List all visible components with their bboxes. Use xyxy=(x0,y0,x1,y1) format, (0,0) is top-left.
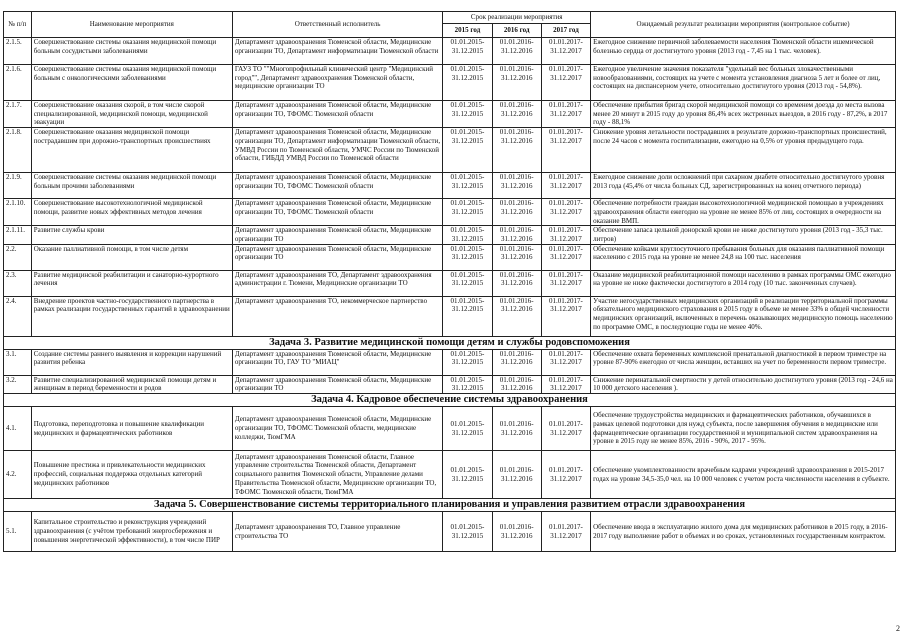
period-2016: 01.01.2016-31.12.2016 xyxy=(492,407,541,451)
period-2015: 01.01.2015-31.12.2015 xyxy=(443,375,492,393)
section-task-3 xyxy=(4,336,896,349)
measure-name: Подготовка, переподготовка и повышение квалификации медицинских и фармацевтических работников xyxy=(31,407,232,451)
table-row xyxy=(4,101,896,128)
header-num: № п/п xyxy=(4,12,32,38)
measures-table xyxy=(3,11,896,552)
table-row xyxy=(4,173,896,199)
measure-name: Оказание паллиативной помощи, в том числе детям xyxy=(31,244,232,270)
responsible-executor: Департамент здравоохранения ТО, Департамент здравоохранения администрации г. Тюмени, Медицинские организации ТО xyxy=(232,270,442,296)
measure-name: Совершенствование оказания скорой, в том числе скорой специализированной, медицинской помощи, медицинской эвакуации xyxy=(31,101,232,128)
period-2016: 01.01.2016-31.12.2016 xyxy=(492,226,541,244)
period-2017: 01.01.2017-31.12.2017 xyxy=(541,244,590,270)
table-row xyxy=(4,226,896,244)
period-2015: 01.01.2015-31.12.2015 xyxy=(443,407,492,451)
section-task-4-rows xyxy=(4,407,896,499)
responsible-executor: Департамент здравоохранения ТО, некоммерческое партнерство xyxy=(232,296,442,336)
period-2016: 01.01.2016-31.12.2016 xyxy=(492,270,541,296)
period-2017: 01.01.2017-31.12.2017 xyxy=(541,451,590,499)
expected-result: Обеспечение потребности граждан высокотехнологичной медицинской помощью в учреждениях здравоохранения области ежегодно на уровне не менее 85% от лиц, состоящих в очередности на оказание ВМП. xyxy=(591,199,896,226)
responsible-executor: Департамент здравоохранения Тюменской области, Медицинские организации ТО, Департамент информатизации Тюменской области, УМВД России по Тюменской области, УМЧС России по Тюменской области, ГИБДД УМВД России по Тюменской области xyxy=(232,128,442,173)
row-number: 2.2. xyxy=(4,244,32,270)
expected-result: Ежегодное снижение первичной заболеваемости населения Тюменской области ишемической болезнью сердца от достигнутого уровня (2013 год - 7,45 на 1 тыс. человек). xyxy=(591,38,896,65)
section-task-4 xyxy=(4,394,896,407)
row-number: 3.2. xyxy=(4,375,32,393)
period-2015: 01.01.2015-31.12.2015 xyxy=(443,226,492,244)
measure-name: Внедрение проектов частно-государственного партнерства в рамках реализации государственных гарантий в здравоохранении xyxy=(31,296,232,336)
period-2017: 01.01.2017-31.12.2017 xyxy=(541,296,590,336)
period-2017: 01.01.2017-31.12.2017 xyxy=(541,349,590,375)
expected-result: Ежегодное снижение доли осложнений при сахарном диабете относительно достигнутого уровня 2013 года (45,4% от числа больных СД, зарегистрированных на конец отчетного периода) xyxy=(591,173,896,199)
table-header xyxy=(4,12,896,38)
row-number: 2.3. xyxy=(4,270,32,296)
section-task-5-rows xyxy=(4,512,896,552)
period-2015: 01.01.2015-31.12.2015 xyxy=(443,173,492,199)
period-2016: 01.01.2016-31.12.2016 xyxy=(492,375,541,393)
header-executor: Ответственный исполнитель xyxy=(232,12,442,38)
period-2016: 01.01.2016-31.12.2016 xyxy=(492,296,541,336)
period-2015: 01.01.2015-31.12.2015 xyxy=(443,349,492,375)
period-2016: 01.01.2016-31.12.2016 xyxy=(492,65,541,101)
period-2016: 01.01.2016-31.12.2016 xyxy=(492,512,541,552)
period-2017: 01.01.2017-31.12.2017 xyxy=(541,226,590,244)
header-result: Ожидаемый результат реализации мероприятия (контрольное событие) xyxy=(591,12,896,38)
measure-name: Развитие специализированной медицинской помощи детям и женщинам в период беременности и родов xyxy=(31,375,232,393)
period-2017: 01.01.2017-31.12.2017 xyxy=(541,65,590,101)
header-period: Срок реализации мероприятия xyxy=(443,12,591,24)
document-page xyxy=(3,11,896,552)
section-task-5 xyxy=(4,499,896,512)
measure-name: Совершенствование системы оказания медицинской помощи больным с онкологическими заболеваниями xyxy=(31,65,232,101)
table-row xyxy=(4,349,896,375)
table-row xyxy=(4,244,896,270)
period-2015: 01.01.2015-31.12.2015 xyxy=(443,512,492,552)
header-year-2016: 2016 год xyxy=(492,24,541,38)
period-2017: 01.01.2017-31.12.2017 xyxy=(541,407,590,451)
responsible-executor: Департамент здравоохранения Тюменской области, Медицинские организации ТО, ТФОМС Тюменской области xyxy=(232,101,442,128)
measure-name: Повышение престижа и привлекательности медицинских профессий, социальная поддержка отдельных категорий медицинских работников xyxy=(31,451,232,499)
table-row xyxy=(4,128,896,173)
period-2016: 01.01.2016-31.12.2016 xyxy=(492,199,541,226)
measure-name: Капитальное строительство и реконструкция учреждений здравоохранения (с учётом требований энергосбережения и повышения энергетической эффективности), в том числе ПИР xyxy=(31,512,232,552)
row-number: 2.1.5. xyxy=(4,38,32,65)
table-row xyxy=(4,38,896,65)
period-2015: 01.01.2015-31.12.2015 xyxy=(443,38,492,65)
expected-result: Обеспечение койками круглосуточного пребывания больных для оказания паллиативной помощи населению с 2015 года на уровне не менее 24,8 на 100 тыс. населения xyxy=(591,244,896,270)
period-2016: 01.01.2016-31.12.2016 xyxy=(492,244,541,270)
period-2016: 01.01.2016-31.12.2016 xyxy=(492,173,541,199)
period-2016: 01.01.2016-31.12.2016 xyxy=(492,38,541,65)
responsible-executor: Департамент здравоохранения Тюменской области, Медицинские организации ТО, ГАУ ТО "МИАЦ" xyxy=(232,349,442,375)
header-name: Наименование мероприятия xyxy=(31,12,232,38)
row-number: 5.1. xyxy=(4,512,32,552)
row-number: 2.1.6. xyxy=(4,65,32,101)
expected-result: Обеспечение ввода в эксплуатацию жилого дома для медицинских работников в 2015 году, в 2016-2017 году выполнение работ в объемах и во сроках, установленных государственным контрактом. xyxy=(591,512,896,552)
header-year-2015: 2015 год xyxy=(443,24,492,38)
table-row xyxy=(4,296,896,336)
period-2017: 01.01.2017-31.12.2017 xyxy=(541,173,590,199)
expected-result: Ежегодное увеличение значения показателя "удельный вес больных злокачественными новообразованиями, состоящих на учете с момента установления диагноза 5 лет и более от лиц, состоящих на диспансерном учете, относительно достигнутого уровня (2013 год - 54,8%). xyxy=(591,65,896,101)
task-5-heading: Задача 5. Совершенствование системы территориального планирования и управления развитием отрасли здравоохранения xyxy=(4,499,896,512)
task-4-heading: Задача 4. Кадровое обеспечение системы здравоохранения xyxy=(4,394,896,407)
table-row xyxy=(4,199,896,226)
period-2015: 01.01.2015-31.12.2015 xyxy=(443,296,492,336)
period-2017: 01.01.2017-31.12.2017 xyxy=(541,101,590,128)
page-number: 2 xyxy=(896,624,900,633)
expected-result: Обеспечение запаса цельной донорской крови не ниже достигнутого уровня (2013 год - 35,3 тыс. литров) xyxy=(591,226,896,244)
period-2015: 01.01.2015-31.12.2015 xyxy=(443,451,492,499)
expected-result: Снижение уровня летальности пострадавших в результате дорожно-транспортных происшествий, после 24 часов с момента госпитализации, ежегодно на 0,5% от уровня предыдущего года. xyxy=(591,128,896,173)
period-2016: 01.01.2016-31.12.2016 xyxy=(492,451,541,499)
period-2017: 01.01.2017-31.12.2017 xyxy=(541,375,590,393)
responsible-executor: Департамент здравоохранения Тюменской области, Медицинские организации ТО xyxy=(232,226,442,244)
period-2015: 01.01.2015-31.12.2015 xyxy=(443,128,492,173)
responsible-executor: Департамент здравоохранения ТО, Главное управление строительства ТО xyxy=(232,512,442,552)
responsible-executor: Департамент здравоохранения Тюменской области, Главное управление строительства Тюменской области, Департамент социального развития Тюменской области, Управление делами Правительства Тюменской области, Медицинские организации ТО, ТФОМС Тюменской области, ТюмГМА xyxy=(232,451,442,499)
period-2015: 01.01.2015-31.12.2015 xyxy=(443,270,492,296)
period-2015: 01.01.2015-31.12.2015 xyxy=(443,65,492,101)
task-3-heading: Задача 3. Развитие медицинской помощи детям и службы родовспоможения xyxy=(4,336,896,349)
row-number: 4.2. xyxy=(4,451,32,499)
header-year-2017: 2017 год xyxy=(541,24,590,38)
period-2017: 01.01.2017-31.12.2017 xyxy=(541,199,590,226)
period-2016: 01.01.2016-31.12.2016 xyxy=(492,349,541,375)
measure-name: Развитие службы крови xyxy=(31,226,232,244)
section-task-2-rows xyxy=(4,38,896,337)
period-2017: 01.01.2017-31.12.2017 xyxy=(541,128,590,173)
period-2015: 01.01.2015-31.12.2015 xyxy=(443,101,492,128)
responsible-executor: Департамент здравоохранения Тюменской области, Медицинские организации ТО, Департамент информатизации Тюменской области xyxy=(232,38,442,65)
period-2016: 01.01.2016-31.12.2016 xyxy=(492,101,541,128)
measure-name: Совершенствование высокотехнологичной медицинской помощи, развитие новых эффективных методов лечения xyxy=(31,199,232,226)
responsible-executor: ГАУЗ ТО ""Многопрофильный клинический центр "Медицинский город"", Департамент здравоохранения Тюменской области, медицинские организации ТО xyxy=(232,65,442,101)
period-2016: 01.01.2016-31.12.2016 xyxy=(492,128,541,173)
row-number: 3.1. xyxy=(4,349,32,375)
responsible-executor: Департамент здравоохранения Тюменской области, Медицинские организации ТО, ТФОМС Тюменской области xyxy=(232,173,442,199)
expected-result: Обеспечение укомплектованности врачебным кадрами учреждений здравоохранения в 2015-2017 годах на уровне 34,5-35,0 чел. на 10 000 человек с учетом роста численности населения в субъекте. xyxy=(591,451,896,499)
responsible-executor: Департамент здравоохранения Тюменской области, Медицинские организации ТО xyxy=(232,375,442,393)
measure-name: Создание системы раннего выявления и коррекции нарушений развития ребенка xyxy=(31,349,232,375)
table-row xyxy=(4,451,896,499)
table-row xyxy=(4,375,896,393)
table-row xyxy=(4,270,896,296)
table-row xyxy=(4,512,896,552)
responsible-executor: Департамент здравоохранения Тюменской области, Медицинские организации ТО, ТФОМС Тюменской области, медицинские колледжи, ТюмГМА xyxy=(232,407,442,451)
expected-result: Оказание медицинской реабилитационной помощи населению в рамках программы ОМС ежегодно на уровне не ниже фактически достигнутого в 2014 году (10 тыс. законченных случаев). xyxy=(591,270,896,296)
responsible-executor: Департамент здравоохранения Тюменской области, Медицинские организации ТО xyxy=(232,244,442,270)
row-number: 2.1.11. xyxy=(4,226,32,244)
row-number: 2.4. xyxy=(4,296,32,336)
period-2017: 01.01.2017-31.12.2017 xyxy=(541,270,590,296)
responsible-executor: Департамент здравоохранения Тюменской области, Медицинские организации ТО, ТФОМС Тюменской области xyxy=(232,199,442,226)
section-task-3-rows xyxy=(4,349,896,393)
row-number: 2.1.10. xyxy=(4,199,32,226)
measure-name: Совершенствование оказания медицинской помощи пострадавшим при дорожно-транспортных происшествиях xyxy=(31,128,232,173)
expected-result: Участие негосударственных медицинских организаций в реализации территориальной программы обязательного медицинского страхования в 2015 году в объеме не менее 33% в общей численности медицинских организаций, включенных в перечень оказывающих медицинскую помощь населению по программе ОМС, в последующие годы не менее 40%. xyxy=(591,296,896,336)
expected-result: Снижение перинатальной смертности у детей относительно достигнутого уровня (2013 год - 24,6 на 10 000 детского населения ). xyxy=(591,375,896,393)
period-2015: 01.01.2015-31.12.2015 xyxy=(443,244,492,270)
row-number: 2.1.8. xyxy=(4,128,32,173)
measure-name: Совершенствование системы оказания медицинской помощи больным сосудистыми заболеваниями xyxy=(31,38,232,65)
row-number: 2.1.7. xyxy=(4,101,32,128)
row-number: 2.1.9. xyxy=(4,173,32,199)
measure-name: Совершенствование системы оказания медицинской помощи больным прочими заболеваниями xyxy=(31,173,232,199)
period-2017: 01.01.2017-31.12.2017 xyxy=(541,512,590,552)
period-2017: 01.01.2017-31.12.2017 xyxy=(541,38,590,65)
row-number: 4.1. xyxy=(4,407,32,451)
expected-result: Обеспечение трудоустройства медицинских и фармацевтических работников, обучавшихся в рамках целевой подготовки для нужд субъекта, после завершения обучения в медицинские или фармацевтические организации государственной и муниципальной систем здравоохранения на уровне в 2015 году не менее 85%, 2016 - 90%, 2017 - 95%. xyxy=(591,407,896,451)
expected-result: Обеспечение прибытия бригад скорой медицинской помощи со временем доезда до места вызова менее 20 минут в 2015 году до уровня 86,4% всех экстренных выездов, в 2016 году - 87,2%, в 2017 году - 88,1% xyxy=(591,101,896,128)
expected-result: Обеспечение охвата беременных комплексной пренатальной диагностикой в первом триместре на уровне 87-90% ежегодно от числа женщин, вставших на учет по беременности первом триместре. xyxy=(591,349,896,375)
table-row xyxy=(4,65,896,101)
period-2015: 01.01.2015-31.12.2015 xyxy=(443,199,492,226)
table-row xyxy=(4,407,896,451)
measure-name: Развитие медицинской реабилитации и санаторно-курортного лечения xyxy=(31,270,232,296)
